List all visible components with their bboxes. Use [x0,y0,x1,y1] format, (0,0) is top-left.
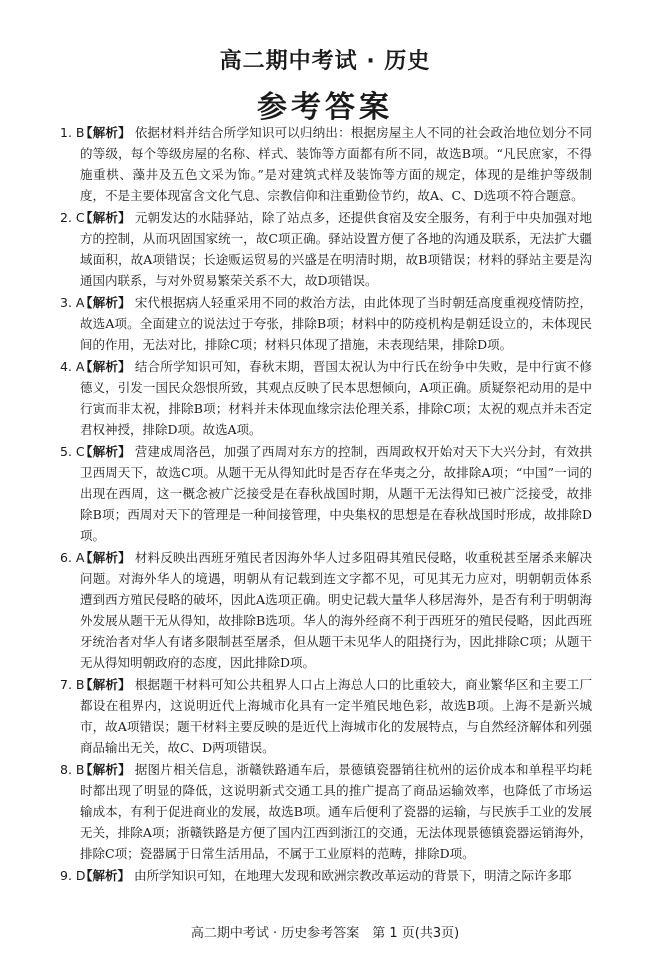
analysis-tag: 【解析】 [80,868,131,883]
answer-item-6 [60,547,592,673]
analysis-text: 元朝发达的水陆驿站，除了站点多，还提供食宿及安全服务，有利于中央加强对地方的控制，从而巩固国家统一，故C项正确。驿站设置方便了各地的沟通及联系，无法扩大疆域面积，故A项错误；长途贩运贸易的兴盛是在明清时期，故B项错误；材料的驿站主要是沟通国内联系，与对外贸易繁荣关系不大，故D项错误。 [80,210,592,288]
answer-number: 5. C [60,444,85,459]
analysis-tag: 【解析】 [80,677,131,692]
answer-item-5 [60,441,592,546]
page-subtitle: 参考答案 [257,90,393,125]
answer-number: 3. A [60,295,85,310]
analysis-tag: 【解析】 [80,210,131,225]
answer-item-8 [60,759,592,864]
answer-number: 4. A [60,359,85,374]
answer-number: 1. B [60,125,85,140]
analysis-text: 根据题干材料可知公共租界人口占上海总人口的比重较大，商业繁华区和主要工厂都设在租界内，这说明近代上海城市化具有一定半殖民地色彩，故选B项。上海不是新兴城市，故A项错误；题干材料主要反映的是近代上海城市化的发展特点，与自然经济解体和列强商品输出无关，故C、D两项错误。 [80,677,592,755]
analysis-text: 由所学知识可知，在地理大发现和欧洲宗教改革运动的背景下，明清之际许多耶 [134,868,572,883]
answer-list [60,122,592,887]
analysis-tag: 【解析】 [80,125,131,140]
answer-item-9 [60,865,592,886]
answer-item-7 [60,674,592,758]
answer-number: 2. C [60,210,85,225]
analysis-text: 结合所学知识可知，春秋末期，晋国太祝认为中行氏在纷争中失败，是中行寅不修德义，引发一国民众怨恨所致，其观点反映了民本思想倾向，A项正确。质疑祭祀动用的是中行寅而非太祝，排除B项；材料并未体现血缘宗法伦理关系，排除C项；太祝的观点并未否定君权神授，排除D项。故选A项。 [80,359,592,437]
answer-item-3 [60,292,592,355]
analysis-text: 营建成周洛邑，加强了西周对东方的控制，西周政权开始对天下大兴分封，有效拱卫西周天下，故选C项。从题干无从得知此时是否存在华夷之分，故排除A项；“中国”一词的出现在西周，这一概念被广泛接受是在春秋战国时期，从题干无法得知已被广泛接受，故排除B项；西周对天下的管理是一种间接管理，中央集权的思想是在春秋战国时形成，故排除D项。 [80,444,592,543]
analysis-text: 据图片相关信息，浙赣铁路通车后，景德镇瓷器销往杭州的运价成本和单程平均耗时都出现了明显的降低，这说明新式交通工具的推广提高了商品运输效率，也降低了市场运输成本，有利于促进商业的发展，故选B项。通车后便利了瓷器的运输，与民族手工业的发展无关，排除A项；浙赣铁路是方便了国内江西到浙江的交通，无法体现景德镇瓷器运销海外，排除C项；瓷器属于日常生活用品，不属于工业原料的范畴，排除D项。 [80,762,592,861]
answer-item-1 [60,122,592,206]
answer-number: 6. A [60,550,85,565]
analysis-tag: 【解析】 [80,359,131,374]
analysis-tag: 【解析】 [80,444,131,459]
analysis-tag: 【解析】 [80,762,131,777]
analysis-text: 宋代根据病人轻重采用不同的救治方法，由此体现了当时朝廷高度重视疫情防控，故选A项。全面建立的说法过于夸张，排除B项；材料中的防疫机构是朝廷设立的，未体现民间的作用，无法对比，排除C项；材料只体现了措施，未表现结果，排除D项。 [80,295,592,352]
answer-number: 9. D [60,868,86,883]
answer-number: 7. B [60,677,85,692]
analysis-text: 依据材料并结合所学知识可以归纳出：根据房屋主人不同的社会政治地位划分不同的等级，每个等级房屋的名称、样式、装饰等方面都有所不同，故选B项。“凡民庶家，不得施重栱、藻井及五色文采为饰。”是对建筑式样及装饰等方面的规定，体现的是维护等级制度，不是主要体现富含文化气息、宗教信仰和注重勤俭节约，故A、C、D选项不符合题意。 [80,125,592,203]
analysis-text: 材料反映出西班牙殖民者因海外华人过多阻碍其殖民侵略，收重税甚至屠杀来解决问题。对海外华人的境遇，明朝从有记载到连文字都不见，可见其无力应对，明朝朝贡体系遭到西方殖民侵略的破坏，因此A选项正确。明史记载大量华人移居海外，是否有利于明朝海外发展从题干无从得知，故排除B选项。华人的海外经商不利于西班牙的殖民侵略，因此西班牙统治者对华人有诸多限制甚至屠杀，但从题干未见华人的阻挠行为，因此排除C项；从题干无从得知明朝政府的态度，因此排除D项。 [80,550,592,670]
analysis-tag: 【解析】 [80,550,131,565]
page-footer: 高二期中考试 · 历史参考答案 第 1 页(共3页) [190,926,460,941]
page-title: 高二期中考试 · 历史 [219,49,431,74]
answer-number: 8. B [60,762,85,777]
answer-item-4 [60,356,592,440]
analysis-tag: 【解析】 [80,295,131,310]
answer-item-2 [60,207,592,291]
